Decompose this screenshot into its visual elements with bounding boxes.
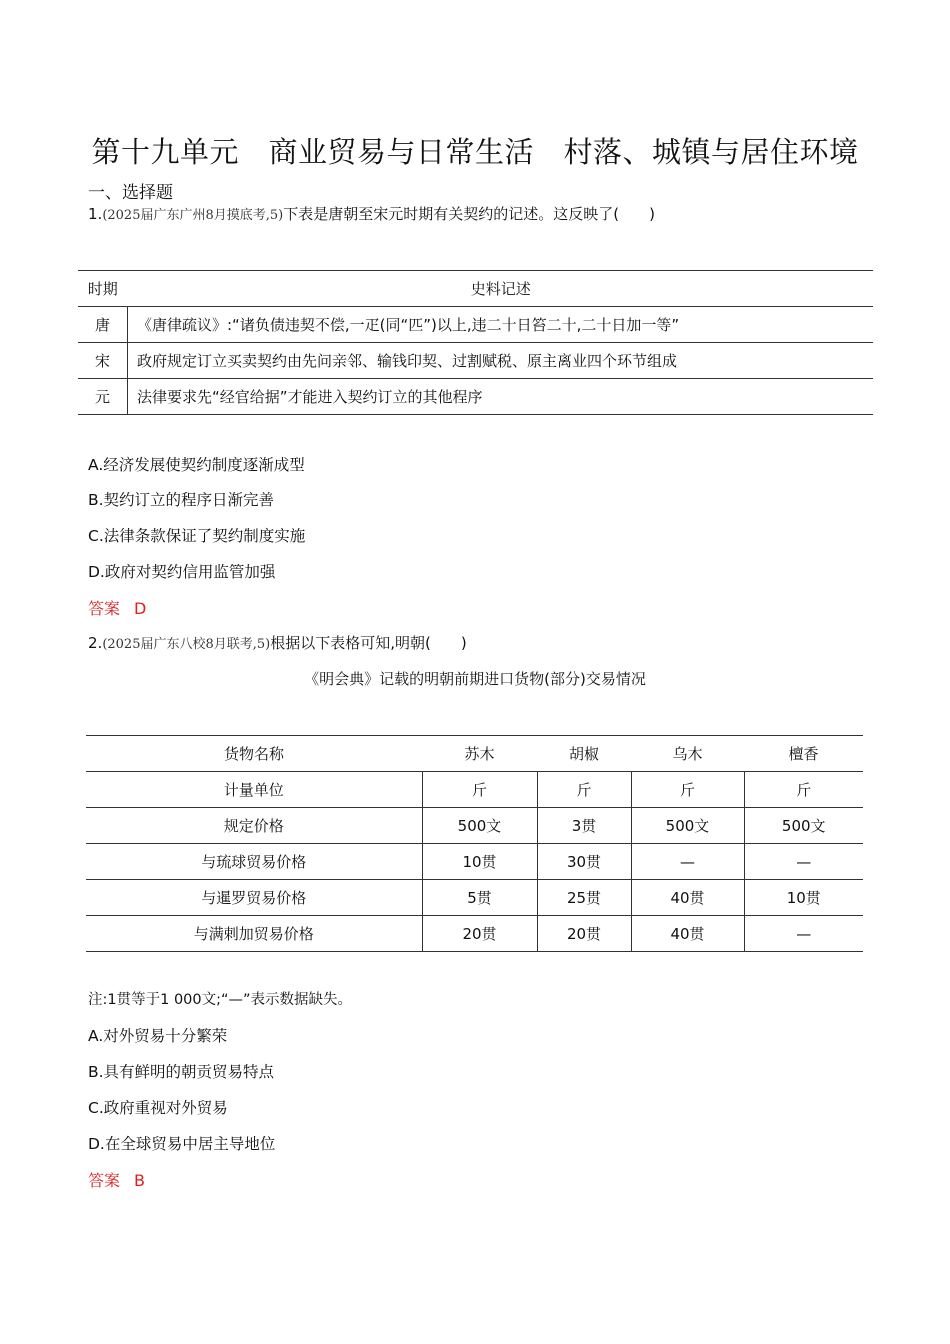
question-1-option-b: B.契约订立的程序日渐完善 (88, 491, 275, 509)
table-note: 注:1贯等于1 000文;“—”表示数据缺失。 (88, 992, 353, 1008)
table-cell: 20贯 (422, 916, 537, 952)
table-cell: — (631, 844, 744, 880)
table-cell: 斤 (631, 772, 744, 808)
table-cell: 与琉球贸易价格 (86, 844, 422, 880)
table-cell-record: 法律要求先“经官给据”才能进入契约订立的其他程序 (128, 379, 874, 415)
table-header-row (78, 271, 873, 307)
table-cell: 斤 (537, 772, 631, 808)
table-cell-period: 元 (78, 379, 128, 415)
table-cell: 40贯 (631, 916, 744, 952)
question-1-option-d: D.政府对契约信用监管加强 (88, 563, 276, 581)
table-cell: 10贯 (744, 880, 863, 916)
table-row (78, 379, 873, 415)
question-1-option-a: A.经济发展使契约制度逐渐成型 (88, 456, 305, 474)
question-1-option-c: C.法律条款保证了契约制度实施 (88, 527, 306, 545)
table-cell: 40贯 (631, 880, 744, 916)
question-2-source: (2025届广东八校8月联考,5) (102, 637, 271, 652)
table-cell: 计量单位 (86, 772, 422, 808)
table-row (86, 880, 863, 916)
table-cell: — (744, 916, 863, 952)
table-cell-period: 宋 (78, 343, 128, 379)
table-row (86, 844, 863, 880)
table-cell: 3贯 (537, 808, 631, 844)
question-1-source: (2025届广东广州8月摸底考,5) (102, 208, 284, 223)
table-cell: 500文 (631, 808, 744, 844)
table-cell: 30贯 (537, 844, 631, 880)
table-cell: 5贯 (422, 880, 537, 916)
table-cell: 斤 (744, 772, 863, 808)
answer-value: B (134, 1171, 145, 1190)
table-row (78, 307, 873, 343)
question-2-option-a: A.对外贸易十分繁荣 (88, 1027, 228, 1045)
question-2-stem (88, 632, 467, 653)
question-2-answer (88, 1168, 145, 1191)
section-heading: 一、选择题 (88, 183, 173, 203)
table-header-cell: 乌木 (672, 745, 703, 763)
table-header-cell: 时期 (87, 280, 118, 298)
table-cell: 500文 (744, 808, 863, 844)
table-header-cell: 胡椒 (568, 745, 599, 763)
table-header-cell: 苏木 (464, 745, 495, 763)
table-cell: 25贯 (537, 880, 631, 916)
table-cell: 与满剌加贸易价格 (86, 916, 422, 952)
answer-label: 答案 (88, 599, 121, 618)
question-1-number: 1. (88, 205, 103, 223)
table-cell: 与暹罗贸易价格 (86, 880, 422, 916)
table-cell: 斤 (422, 772, 537, 808)
table-cell-period: 唐 (78, 307, 128, 343)
table-row (86, 808, 863, 844)
question-2-number: 2. (88, 634, 103, 652)
table-cell: — (744, 844, 863, 880)
contract-records-table (78, 270, 873, 415)
question-2-text: 根据以下表格可知,明朝( ) (270, 634, 467, 652)
question-2-option-c: C.政府重视对外贸易 (88, 1099, 228, 1117)
table-row (86, 916, 863, 952)
table-cell: 20贯 (537, 916, 631, 952)
question-1-stem (88, 203, 655, 224)
table-header-cell: 货物名称 (223, 745, 284, 763)
table-cell: 500文 (422, 808, 537, 844)
question-1-answer (88, 596, 146, 619)
import-goods-table (86, 735, 863, 952)
table-caption: 《明会典》记载的明朝前期进口货物(部分)交易情况 (304, 670, 646, 688)
table-row (86, 772, 863, 808)
table-header-cell: 史料记述 (470, 280, 531, 298)
table-cell: 规定价格 (86, 808, 422, 844)
page-title: 第十九单元 商业贸易与日常生活 村落、城镇与居住环境 (91, 135, 859, 169)
question-2-option-b: B.具有鲜明的朝贡贸易特点 (88, 1063, 275, 1081)
table-row (78, 343, 873, 379)
table-cell: 10贯 (422, 844, 537, 880)
question-1-text: 下表是唐朝至宋元时期有关契约的记述。这反映了( ) (283, 205, 655, 223)
table-header-row (86, 736, 863, 772)
table-cell-record: 《唐律疏议》:“诸负债违契不偿,一疋(同“匹”)以上,违二十日笞二十,二十日加一等” (128, 307, 874, 343)
table-header-cell: 檀香 (788, 745, 819, 763)
answer-value: D (134, 599, 147, 618)
table-cell-record: 政府规定订立买卖契约由先问亲邻、输钱印契、过割赋税、原主离业四个环节组成 (128, 343, 874, 379)
question-2-option-d: D.在全球贸易中居主导地位 (88, 1135, 276, 1153)
answer-label: 答案 (88, 1171, 121, 1190)
